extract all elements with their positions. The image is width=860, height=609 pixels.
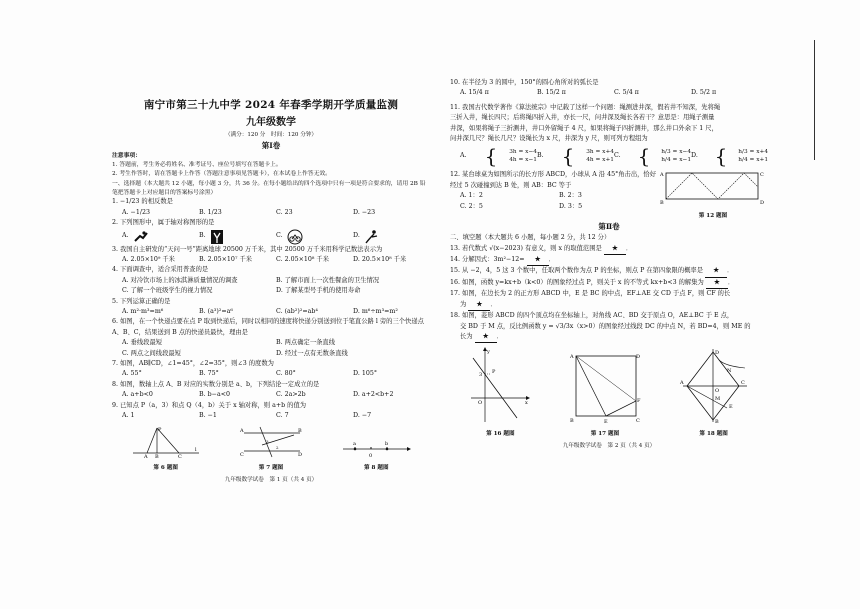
figure-18-caption: 第 18 题图	[699, 430, 728, 437]
q6-option-c: C. 两点之间线段最短	[122, 349, 181, 357]
q10-options	[450, 88, 768, 98]
figure-12	[658, 170, 768, 221]
q11-brace-a: {	[484, 144, 498, 169]
q2-stem: 2. 下列图形中，属于轴对称图形的是	[112, 219, 215, 227]
q2-options	[112, 229, 430, 245]
q11-line-3: 井深，如果将绳子三折测井，井口外留绳子 4 尺，如果将绳子四折测井，那么井口外余下 1 尺，	[450, 124, 718, 132]
q7-option-b: B. 75°	[199, 370, 219, 378]
q16-answer-blank[interactable]: ★	[706, 278, 728, 289]
svg-text:D: D	[635, 354, 640, 361]
svg-text:P: P	[492, 369, 496, 376]
q11-option-d-label: D.	[691, 152, 698, 160]
figure-17-caption: 第 17 题图	[590, 430, 620, 437]
q2-option-d-label: D.	[353, 232, 360, 240]
question-8	[112, 380, 430, 401]
svg-text:x: x	[525, 400, 529, 407]
svg-text:0: 0	[369, 452, 373, 459]
q1-options	[112, 208, 430, 218]
q5-option-a: A. m²·m³=m⁶	[122, 308, 164, 316]
svg-text:B: B	[660, 200, 664, 207]
question-14: 14. 分解因式：3m²−12= ★ ．	[450, 255, 768, 266]
question-13: 13. 若代数式 √(x−2023) 有意义，则 x 的取值范围是 ★ ．	[450, 244, 768, 255]
svg-text:M: M	[714, 396, 720, 403]
question-17: 17. 如图，在边长为 2 的正方形 ABCD 中，E 是 BC 的中点，EF⊥AE 交 CD 于点 F，则 CF 的长 为 ★ ．	[450, 289, 768, 311]
section-2-title: 第Ⅱ卷	[598, 222, 620, 232]
q6-options-row2	[112, 349, 430, 359]
q5-option-b: B. (a³)²=a⁶	[199, 308, 233, 316]
notes-title: 注意事项：	[112, 153, 141, 160]
exam-page-2	[450, 78, 768, 558]
page-1-footer: 九年级数学试卷 第 1 页（共 4 页）	[224, 477, 318, 484]
q2-option-d	[353, 229, 430, 245]
q11-options	[450, 144, 769, 169]
page-edge-line	[814, 40, 815, 160]
q11-option-c-label: C.	[614, 152, 621, 160]
figure-8-number-line	[341, 437, 411, 459]
q18-answer-blank[interactable]: ★	[475, 332, 497, 343]
q10-option-a: A. 15/4 π	[460, 89, 489, 97]
q11-line-2: 三折入井，绳长四尺；后将绳四折入井，亦长一尺，问井深及绳长各若干？意思是：用绳子测量	[450, 114, 715, 122]
q18-stem-end: 长为	[460, 332, 473, 340]
q1-stem: 1. −1/23 的相反数是	[112, 198, 173, 206]
question-2	[112, 218, 430, 244]
note-1: 1. 答题前，考生务必将姓名、准考证号、座位号填写在答题卡上。	[112, 162, 282, 168]
q17-stem-end: 为	[460, 300, 467, 308]
question-1	[112, 197, 430, 218]
q2-option-a	[122, 229, 199, 245]
q3-option-b: B. 2.05×10⁷ 千米	[199, 256, 253, 263]
gymnast-figure-icon	[363, 229, 379, 245]
q9-option-d: D. −7	[353, 412, 372, 420]
q12-option-c: C. 2：5	[460, 202, 483, 210]
q11-c-eq2: h/4 = x−1	[661, 157, 692, 164]
part2-header: 二、填空题（本大题共 6 小题，每小题 2 分，共 12 分）	[450, 234, 611, 242]
q12-stem: 12. 某台球桌为如图所示的长方形 ABCD，小球从 A 沿 45°角击出，恰好经过 5 次碰撞到达 B 处，则 AB：BC 等于	[450, 171, 657, 189]
q11-brace-d: {	[714, 144, 728, 169]
q7-option-a: A. 55°	[122, 370, 142, 378]
q3-options	[112, 255, 430, 265]
q12-option-d: D. 3：5	[559, 202, 583, 210]
question-6	[112, 317, 430, 359]
notes	[112, 152, 430, 178]
q9-option-c: C. 7	[276, 412, 289, 420]
q3-option-a: A. 2.05×10⁹ 千米	[122, 256, 175, 263]
q10-option-d: D. 5/2 π	[691, 89, 717, 97]
figure-12-billiard-table	[660, 170, 766, 206]
question-16: 16. 如图，函数 y=kx+b（k<0）的图象经过点 P，则关于 x 的不等式 kx+b<3 的解集为 ★ ．	[450, 278, 768, 289]
q2-option-b	[199, 229, 276, 245]
q7-option-d: D. 105°	[353, 370, 377, 378]
q4-options-row2	[112, 286, 430, 296]
cyclist-logo-icon	[286, 229, 304, 245]
q1-option-a: A. −1/23	[122, 208, 150, 216]
runner-logo-icon	[132, 230, 150, 244]
q9-option-b: B. −1	[199, 412, 217, 420]
figure-7-diagram	[238, 425, 304, 459]
q10-stem: 10. 在半径为 3 的圆中，150°的圆心角所对的弧长是	[450, 79, 599, 86]
svg-text:D: D	[297, 451, 302, 458]
figure-17	[570, 352, 640, 439]
exam-subject: 九年级数学	[246, 117, 296, 128]
q11-option-d	[691, 144, 769, 169]
q13-stem: 13. 若代数式 √(x−2023) 有意义，则 x 的取值范围是	[450, 244, 602, 252]
q15-stem: 15. 从 −2，4，5 这 3 个数中，任取两个数作为点 P 的坐标，则点 P 在第四象限的概率是	[450, 267, 704, 275]
svg-text:P: P	[157, 426, 162, 433]
q8-option-c: C. 2a>2b	[276, 391, 306, 399]
q15-answer-blank[interactable]: ★	[705, 266, 727, 277]
q12-text	[450, 170, 658, 221]
q11-b-eq1: 3h = x+4	[586, 149, 614, 156]
q11-line-1: 11. 我国古代数学著作《算法统宗》中记载了这样一个问题：绳测进井深，假若井不知深，先将绳	[450, 103, 721, 111]
q9-stem: 9. 已知点 P（a，3）和点 Q（4，b）关于 x 轴对称，则 a+b 的值为	[112, 401, 307, 409]
q1-option-c: C. 23	[276, 208, 293, 216]
q11-brace-b: {	[561, 144, 575, 169]
svg-text:y: y	[487, 349, 491, 356]
exam-page-1	[112, 72, 430, 552]
exam-meta: （满分：120 分 时间：120 分钟）	[224, 132, 318, 138]
q2-option-c-label: C.	[276, 232, 283, 240]
q4-options-row1	[112, 276, 430, 286]
q11-c-eq1: h/3 = x−4	[661, 149, 692, 156]
svg-text:B: B	[714, 419, 719, 426]
q6-options-row1	[112, 338, 430, 348]
q11-option-c	[614, 144, 692, 169]
q11-brace-c: {	[637, 144, 651, 169]
part1-header: 一、选择题（本大题共 12 小题，每小题 3 分，共 36 分。在每小题给出的四个选项中只有一项是符合要求的，请用 2B 铅笔把答题卡上对应题目的答案标号涂黑）	[112, 181, 426, 196]
q9-options	[112, 411, 430, 421]
q5-options	[112, 307, 430, 317]
figure-7-caption: 第 7 题图	[258, 464, 284, 471]
q14-stem: 14. 分解因式：3m²−12=	[450, 256, 525, 264]
svg-text:B: B	[297, 427, 302, 434]
svg-text:A: A	[143, 453, 148, 460]
q3-option-d: D. 20.5×10⁸ 千米	[353, 256, 407, 263]
question-10	[450, 78, 768, 99]
note-2: 2. 考生作答时，请在答题卡上作答（答题注意事项见答题卡），在本试卷上作答无效。	[112, 170, 331, 177]
q11-d-eq2: h/4 = x+1	[738, 157, 769, 164]
svg-text:E: E	[728, 404, 733, 411]
q6-option-b: B. 两点确定一条直线	[276, 339, 336, 347]
question-15: 15. 从 −2，4，5 这 3 个数中，任取两个数作为点 P 的坐标，则点 P 在第四象限的概率是 ★ ．	[450, 266, 768, 277]
svg-text:D: D	[760, 200, 765, 207]
q2-option-c	[276, 229, 353, 245]
question-3	[112, 245, 430, 266]
figure-6	[131, 425, 201, 474]
q11-option-b-label: B.	[537, 152, 544, 160]
svg-text:C: C	[239, 451, 244, 458]
q12-option-a: A. 1：2	[460, 192, 483, 200]
question-9	[112, 401, 430, 422]
q7-options	[112, 369, 430, 379]
q18-stem-2: 交 BD 于 M 点，反比例函数 y = √3/3x（x>0）的图象经过线段 DC 的中点 N，若 BD=4，则 ME 的	[460, 322, 751, 330]
q7-stem: 7. 如图，AB∥CD，∠1=45°，∠2=35°，则∠3 的度数为	[112, 360, 274, 368]
question-11	[450, 103, 768, 167]
q8-option-b: B. b−a<0	[199, 391, 230, 399]
svg-text:2: 2	[275, 444, 279, 450]
q17-answer-blank[interactable]: ★	[468, 300, 490, 311]
left-figures	[112, 425, 430, 474]
svg-text:A: A	[679, 380, 684, 387]
svg-text:O: O	[714, 388, 719, 395]
svg-text:C: C	[760, 172, 764, 179]
svg-text:B: B	[154, 453, 159, 460]
q18-stem-1: 18. 如图，菱形 ABCD 的四个顶点均在坐标轴上，对角线 AC、BD 交于原点 O，AE⊥BC 于 E 点，	[450, 312, 734, 320]
svg-text:A: A	[239, 427, 244, 434]
figure-18	[679, 346, 749, 439]
q6-option-a: A. 垂线段最短	[122, 339, 163, 347]
q2-option-a-label: A.	[122, 232, 129, 240]
q1-option-b: B. 1/23	[199, 208, 222, 216]
svg-text:3: 3	[479, 372, 483, 379]
q11-option-b	[537, 144, 614, 169]
svg-text:C: C	[740, 380, 745, 387]
question-4	[112, 265, 430, 296]
q8-option-a: A. a+b<0	[122, 391, 153, 399]
svg-text:A: A	[660, 172, 664, 179]
q10-option-b: B. 15/2 π	[537, 89, 566, 97]
figure-8	[341, 437, 411, 474]
figure-6-diagram	[131, 425, 201, 459]
q4-stem: 4. 下面调查中，适合采用普查的是	[112, 266, 209, 274]
cheer-figure-icon	[209, 229, 225, 245]
q16-stem: 16. 如图，函数 y=kx+b（k<0）的图象经过点 P，则关于 x 的不等式 kx+b<3 的解集为	[450, 278, 704, 286]
q4-option-a: A. 对冷饮市场上的冰淇淋质量情况的调查	[122, 276, 238, 284]
question-5	[112, 297, 430, 318]
svg-text:O: O	[478, 400, 483, 407]
q9-option-a: A. 1	[122, 412, 135, 420]
svg-text:D: D	[714, 350, 719, 357]
svg-text:C: C	[635, 418, 640, 425]
figure-18-rhombus	[679, 346, 749, 424]
svg-text:N: N	[726, 368, 732, 375]
figure-6-caption: 第 6 题图	[153, 464, 178, 471]
q3-stem: 3. 我国自主研发的“天问一号”距离地球 20500 万千米，其中 20500 万千米用科学记数法表示为	[112, 245, 383, 253]
q7-option-c: C. 80°	[276, 370, 296, 378]
page-2-footer: 九年级数学试卷 第 2 页（共 4 页）	[562, 443, 656, 450]
figure-16	[469, 346, 531, 439]
figure-7	[238, 425, 304, 474]
q12-options-row1	[450, 191, 658, 201]
q11-a-eq1: 3h = x−4	[509, 149, 537, 156]
question-7	[112, 359, 430, 380]
svg-text:A: A	[569, 354, 574, 361]
q14-answer-blank[interactable]: ★	[527, 255, 549, 266]
q8-stem: 8. 如图，数轴上点 A、B 对应的实数分别是 a、b，下列结论一定成立的是	[112, 380, 320, 388]
q11-d-eq1: h/3 = x+4	[738, 149, 769, 156]
q10-option-c: C. 5/4 π	[614, 89, 639, 97]
q12-option-b: B. 2：3	[559, 192, 582, 200]
q12-options-row2	[450, 202, 658, 212]
svg-text:b: b	[385, 440, 389, 447]
q3-option-c: C. 2.05×10⁸ 千米	[276, 256, 330, 263]
q2-option-b-label: B.	[199, 232, 206, 240]
figure-8-caption: 第 8 题图	[364, 464, 389, 471]
q8-option-d: D. a+2<b+2	[353, 391, 394, 399]
q6-stem: 6. 如图，在一个快递点要在点 P 取到快递后，同时以相同的速度将快递分别送到位于笔直公路 l 旁的三个快递点 A、B、C，结果送到 B 点的快递员最快，理由是	[112, 318, 424, 336]
q6-option-d: D. 经过一点有无数条直线	[276, 349, 348, 357]
q11-a-eq2: 4h = x−1	[509, 157, 537, 164]
q13-answer-blank[interactable]: ★	[604, 244, 626, 255]
svg-text:F: F	[636, 398, 641, 405]
q11-option-a	[460, 144, 537, 169]
section-1-title: 第Ⅰ卷	[261, 141, 281, 151]
q17-stem: 17. 如图，在边长为 2 的正方形 ABCD 中，E 是 BC 的中点，EF⊥AE 交 CD 于点 F，则 CF 的长	[450, 290, 731, 298]
q5-option-d: D. m⁶÷m³=m²	[353, 308, 398, 316]
svg-text:l: l	[194, 446, 197, 453]
q4-option-d: D. 了解某型号手机的使用寿命	[276, 287, 361, 295]
q11-b-eq2: 4h = x+1	[586, 157, 614, 164]
svg-text:a: a	[353, 440, 357, 447]
figure-17-square	[570, 352, 640, 424]
figure-16-caption: 第 16 题图	[486, 430, 515, 437]
q5-option-c: C. (ab²)²=ab⁴	[276, 308, 318, 316]
question-12	[450, 170, 768, 221]
question-18: 18. 如图，菱形 ABCD 的四个顶点均在坐标轴上，对角线 AC、BD 交于原点 O，AE⊥BC 于 E 点， 交 BD 于 M 点，反比例函数 y = √3/3x（x>0）的图象经过线段 DC 的中点 N，若 BD=4，则 ME 的 长为 ★ ．	[450, 311, 768, 343]
right-figures	[450, 346, 768, 439]
svg-text:B: B	[569, 418, 574, 425]
q4-option-c: C. 了解一个班级学生的视力情况	[122, 287, 213, 295]
q11-line-4: 问井深几尺？绳长几尺？设绳长为 x 尺，井深为 y 尺，则可列方程组为	[450, 135, 648, 143]
q5-stem: 5. 下列运算正确的是	[112, 297, 171, 305]
svg-text:E: E	[603, 419, 608, 426]
exam-title: 南宁市第三十九中学 2024 年春季学期开学质量监测	[143, 99, 399, 111]
figure-12-caption: 第 12 题图	[698, 212, 728, 219]
figure-16-graph	[469, 346, 531, 424]
svg-text:C: C	[177, 453, 182, 460]
svg-text:3: 3	[265, 438, 269, 444]
q1-option-d: D. −23	[353, 208, 376, 216]
q8-options	[112, 390, 430, 400]
q11-option-a-label: A.	[460, 152, 467, 160]
q4-option-b: B. 了解市面上一次性餐盒的卫生情况	[276, 276, 380, 284]
